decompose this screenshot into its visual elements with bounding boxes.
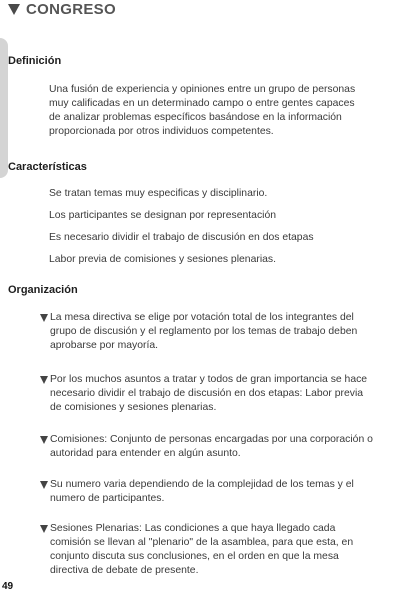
- section-header: [8, 1, 116, 18]
- caracteristica-item: Los participantes se designan por representación: [49, 210, 277, 221]
- side-tab-decoration: [0, 38, 8, 178]
- triangle-down-icon: [8, 4, 20, 15]
- page-number: 49: [2, 581, 14, 592]
- organizacion-item-text: Su numero varia dependiendo de la complejidad de los temas y el numero de participantes.: [50, 479, 354, 504]
- organizacion-item: [40, 522, 376, 578]
- caracteristica-item: Se tratan temas muy especificas y disciplinario.: [49, 188, 268, 199]
- organizacion-item-text: Comisiones: Conjunto de personas encargadas por una corporación o autoridad para entender en algún asunto.: [50, 434, 373, 459]
- triangle-bullet-icon: [40, 481, 48, 489]
- organizacion-item: [40, 433, 376, 461]
- organizacion-heading: Organización: [8, 284, 78, 296]
- caracteristicas-heading: Características: [8, 161, 87, 173]
- page-title: CONGRESO: [26, 1, 116, 18]
- organizacion-item-text: Sesiones Plenarias: Las condiciones a que haya llegado cada comisión se llevan al "plenario" de la asamblea, para que esta, en conjunto discuta sus conclusiones, en el orden en que la mesa directiva de debate de presente.: [50, 523, 354, 576]
- triangle-bullet-icon: [40, 314, 48, 322]
- caracteristica-item: Labor previa de comisiones y sesiones plenarias.: [49, 254, 276, 265]
- organizacion-item-text: Por los muchos asuntos a tratar y todos de gran importancia se hace necesario dividir el trabajo de discusión en dos etapas: Labor previa de comisiones y sesiones plenarias.: [50, 374, 368, 413]
- definicion-heading: Definición: [8, 55, 62, 67]
- organizacion-item-text: La mesa directiva se elige por votación total de los integrantes del grupo de discusión y el reglamento por los temas de trabajo deben aprobarse por mayoría.: [50, 312, 358, 351]
- triangle-bullet-icon: [40, 376, 48, 384]
- organizacion-item: [40, 478, 376, 506]
- triangle-bullet-icon: [40, 436, 48, 444]
- triangle-bullet-icon: [40, 525, 48, 533]
- caracteristica-item: Es necesario dividir el trabajo de discusión en dos etapas: [49, 232, 314, 243]
- definicion-text: Una fusión de experiencia y opiniones entre un grupo de personas muy calificadas en un determinado campo o entre gentes capaces de analizar problemas específicos basándose en la información proporcionada por otros individuos competentes.: [49, 84, 356, 137]
- organizacion-item: [40, 373, 376, 415]
- organizacion-item: [40, 311, 376, 353]
